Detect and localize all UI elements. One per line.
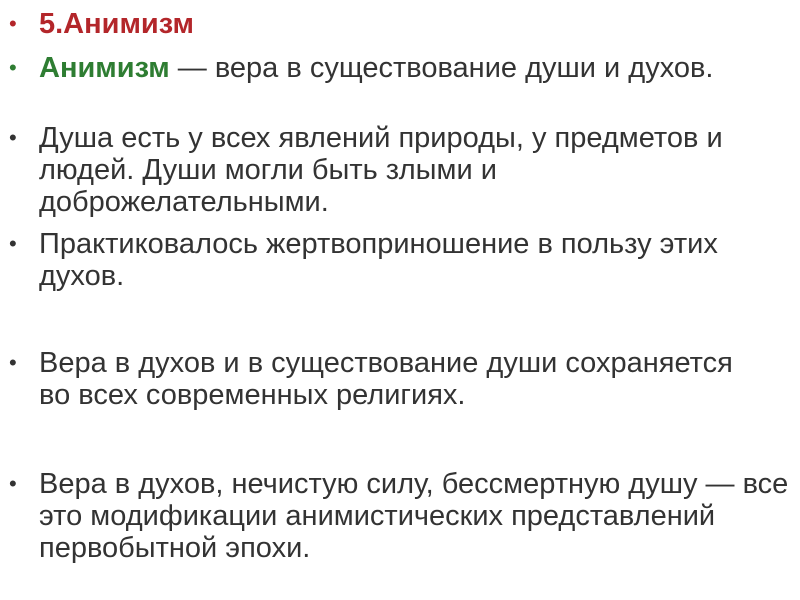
bullet-dot: • <box>9 231 17 256</box>
bullet-text: Вера в духов, нечистую силу, бессмертную душу — все это модификации анимистических представлений первобытной эпохи. <box>39 468 789 564</box>
bullet-text: Практиковалось жертвоприношение в пользу этих духов. <box>39 228 718 292</box>
slide-title: 5.Анимизм <box>39 8 194 40</box>
bullet-dot: • <box>9 55 17 80</box>
definition-text <box>39 52 719 84</box>
definition-term: Анимизм <box>39 52 170 84</box>
bullet-text: Душа есть у всех явлений природы, у предметов и людей. Души могли быть злыми и доброжелательными. <box>39 122 723 218</box>
definition-rest: — вера в существование души и духов. <box>169 52 714 84</box>
bullet-dot: • <box>9 11 17 36</box>
bullet-dot: • <box>9 125 17 150</box>
bullet-text: Вера в духов и в существование души сохраняется во всех современных религиях. <box>39 347 733 411</box>
bullet-dot: • <box>9 471 17 496</box>
bullet-dot: • <box>9 350 17 375</box>
